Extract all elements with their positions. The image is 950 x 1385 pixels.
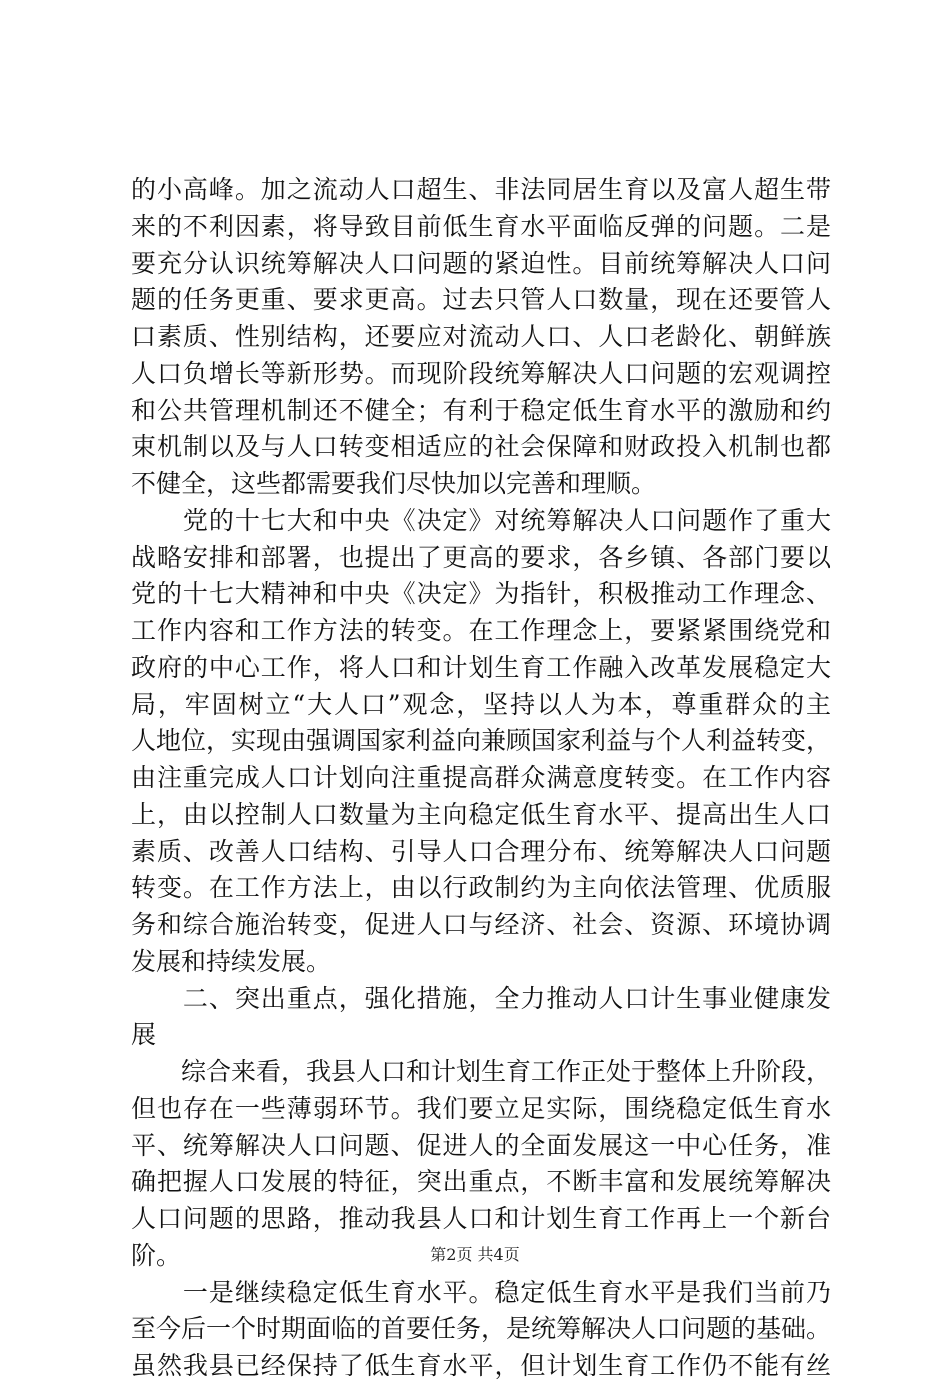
text-line: 但也存在一些薄弱环节。我们要立足实际，围绕稳定低生育水: [131, 1093, 831, 1123]
text-line: 来的不利因素，将导致目前低生育水平面临反弹的问题。二是: [131, 211, 831, 241]
text-line: 不健全，这些都需要我们尽快加以完善和理顺。: [131, 469, 657, 498]
text-line: 口素质、性别结构，还要应对流动人口、人口老龄化、朝鲜族: [131, 322, 831, 351]
text-line: 二、突出重点，强化措施，全力推动人口计生事业健康发: [131, 983, 831, 1013]
text-line: 政府的中心工作，将人口和计划生育工作融入改革发展稳定大: [131, 652, 831, 682]
text-line: 发展和持续发展。: [131, 946, 332, 976]
text-line: 和公共管理机制还不健全；有利于稳定低生育水平的激励和约: [131, 395, 831, 425]
text-line: 确把握人口发展的特征，突出重点，不断丰富和发展统筹解决: [131, 1167, 831, 1197]
text-line: 务和综合施治转变，促进人口与经济、社会、资源、环境协调: [131, 910, 831, 939]
text-line: 人地位，实现由强调国家利益向兼顾国家利益与个人利益转变，: [131, 726, 832, 756]
text-line: 转变。在工作方法上，由以行政制约为主向依法管理、优质服: [131, 873, 831, 903]
text-line: 局，牢固树立“大人口”观念，坚持以人为本，尊重群众的主: [131, 689, 831, 719]
text-line: 要充分认识统筹解决人口问题的紧迫性。目前统筹解决人口问: [131, 248, 831, 278]
text-line: 党的十七大和中央《决定》对统筹解决人口问题作了重大: [131, 505, 831, 535]
text-line: 展: [131, 1020, 157, 1050]
text-line: 由注重完成人口计划向注重提高群众满意度转变。在工作内容: [131, 763, 831, 792]
text-line: 工作内容和工作方法的转变。在工作理念上，要紧紧围绕党和: [131, 616, 831, 645]
text-line: 战略安排和部署，也提出了更高的要求，各乡镇、各部门要以: [131, 542, 831, 572]
text-line: 综合来看，我县人口和计划生育工作正处于整体上升阶段，: [131, 1057, 832, 1086]
text-line: 一是继续稳定低生育水平。稳定低生育水平是我们当前乃: [131, 1277, 831, 1307]
text-line: 人口问题的思路，推动我县人口和计划生育工作再上一个新台: [131, 1204, 831, 1233]
text-line: 束机制以及与人口转变相适应的社会保障和财政投入机制也都: [131, 432, 831, 462]
text-line: 虽然我县已经保持了低生育水平，但计划生育工作仍不能有丝: [131, 1351, 831, 1380]
document-body: [131, 172, 831, 1385]
text-line: 阶。: [131, 1240, 182, 1270]
text-line: 的小高峰。加之流动人口超生、非法同居生育以及富人超生带: [131, 175, 831, 204]
page-footer: 第2页 共4页: [430, 1245, 520, 1264]
text-line: 党的十七大精神和中央《决定》为指针，积极推动工作理念、: [131, 579, 831, 609]
text-line: 上，由以控制人口数量为主向稳定低生育水平、提高出生人口: [131, 799, 831, 829]
text-line: 至今后一个时期面临的首要任务，是统筹解决人口问题的基础。: [131, 1314, 832, 1344]
text-line: 平、统筹解决人口问题、促进人的全面发展这一中心任务，准: [131, 1130, 831, 1160]
text-line: 素质、改善人口结构、引导人口合理分布、统筹解决人口问题: [131, 836, 831, 866]
text-line: 题的任务更重、要求更高。过去只管人口数量，现在还要管人: [131, 285, 831, 315]
text-line: 人口负增长等新形势。而现阶段统筹解决人口问题的宏观调控: [131, 358, 831, 388]
